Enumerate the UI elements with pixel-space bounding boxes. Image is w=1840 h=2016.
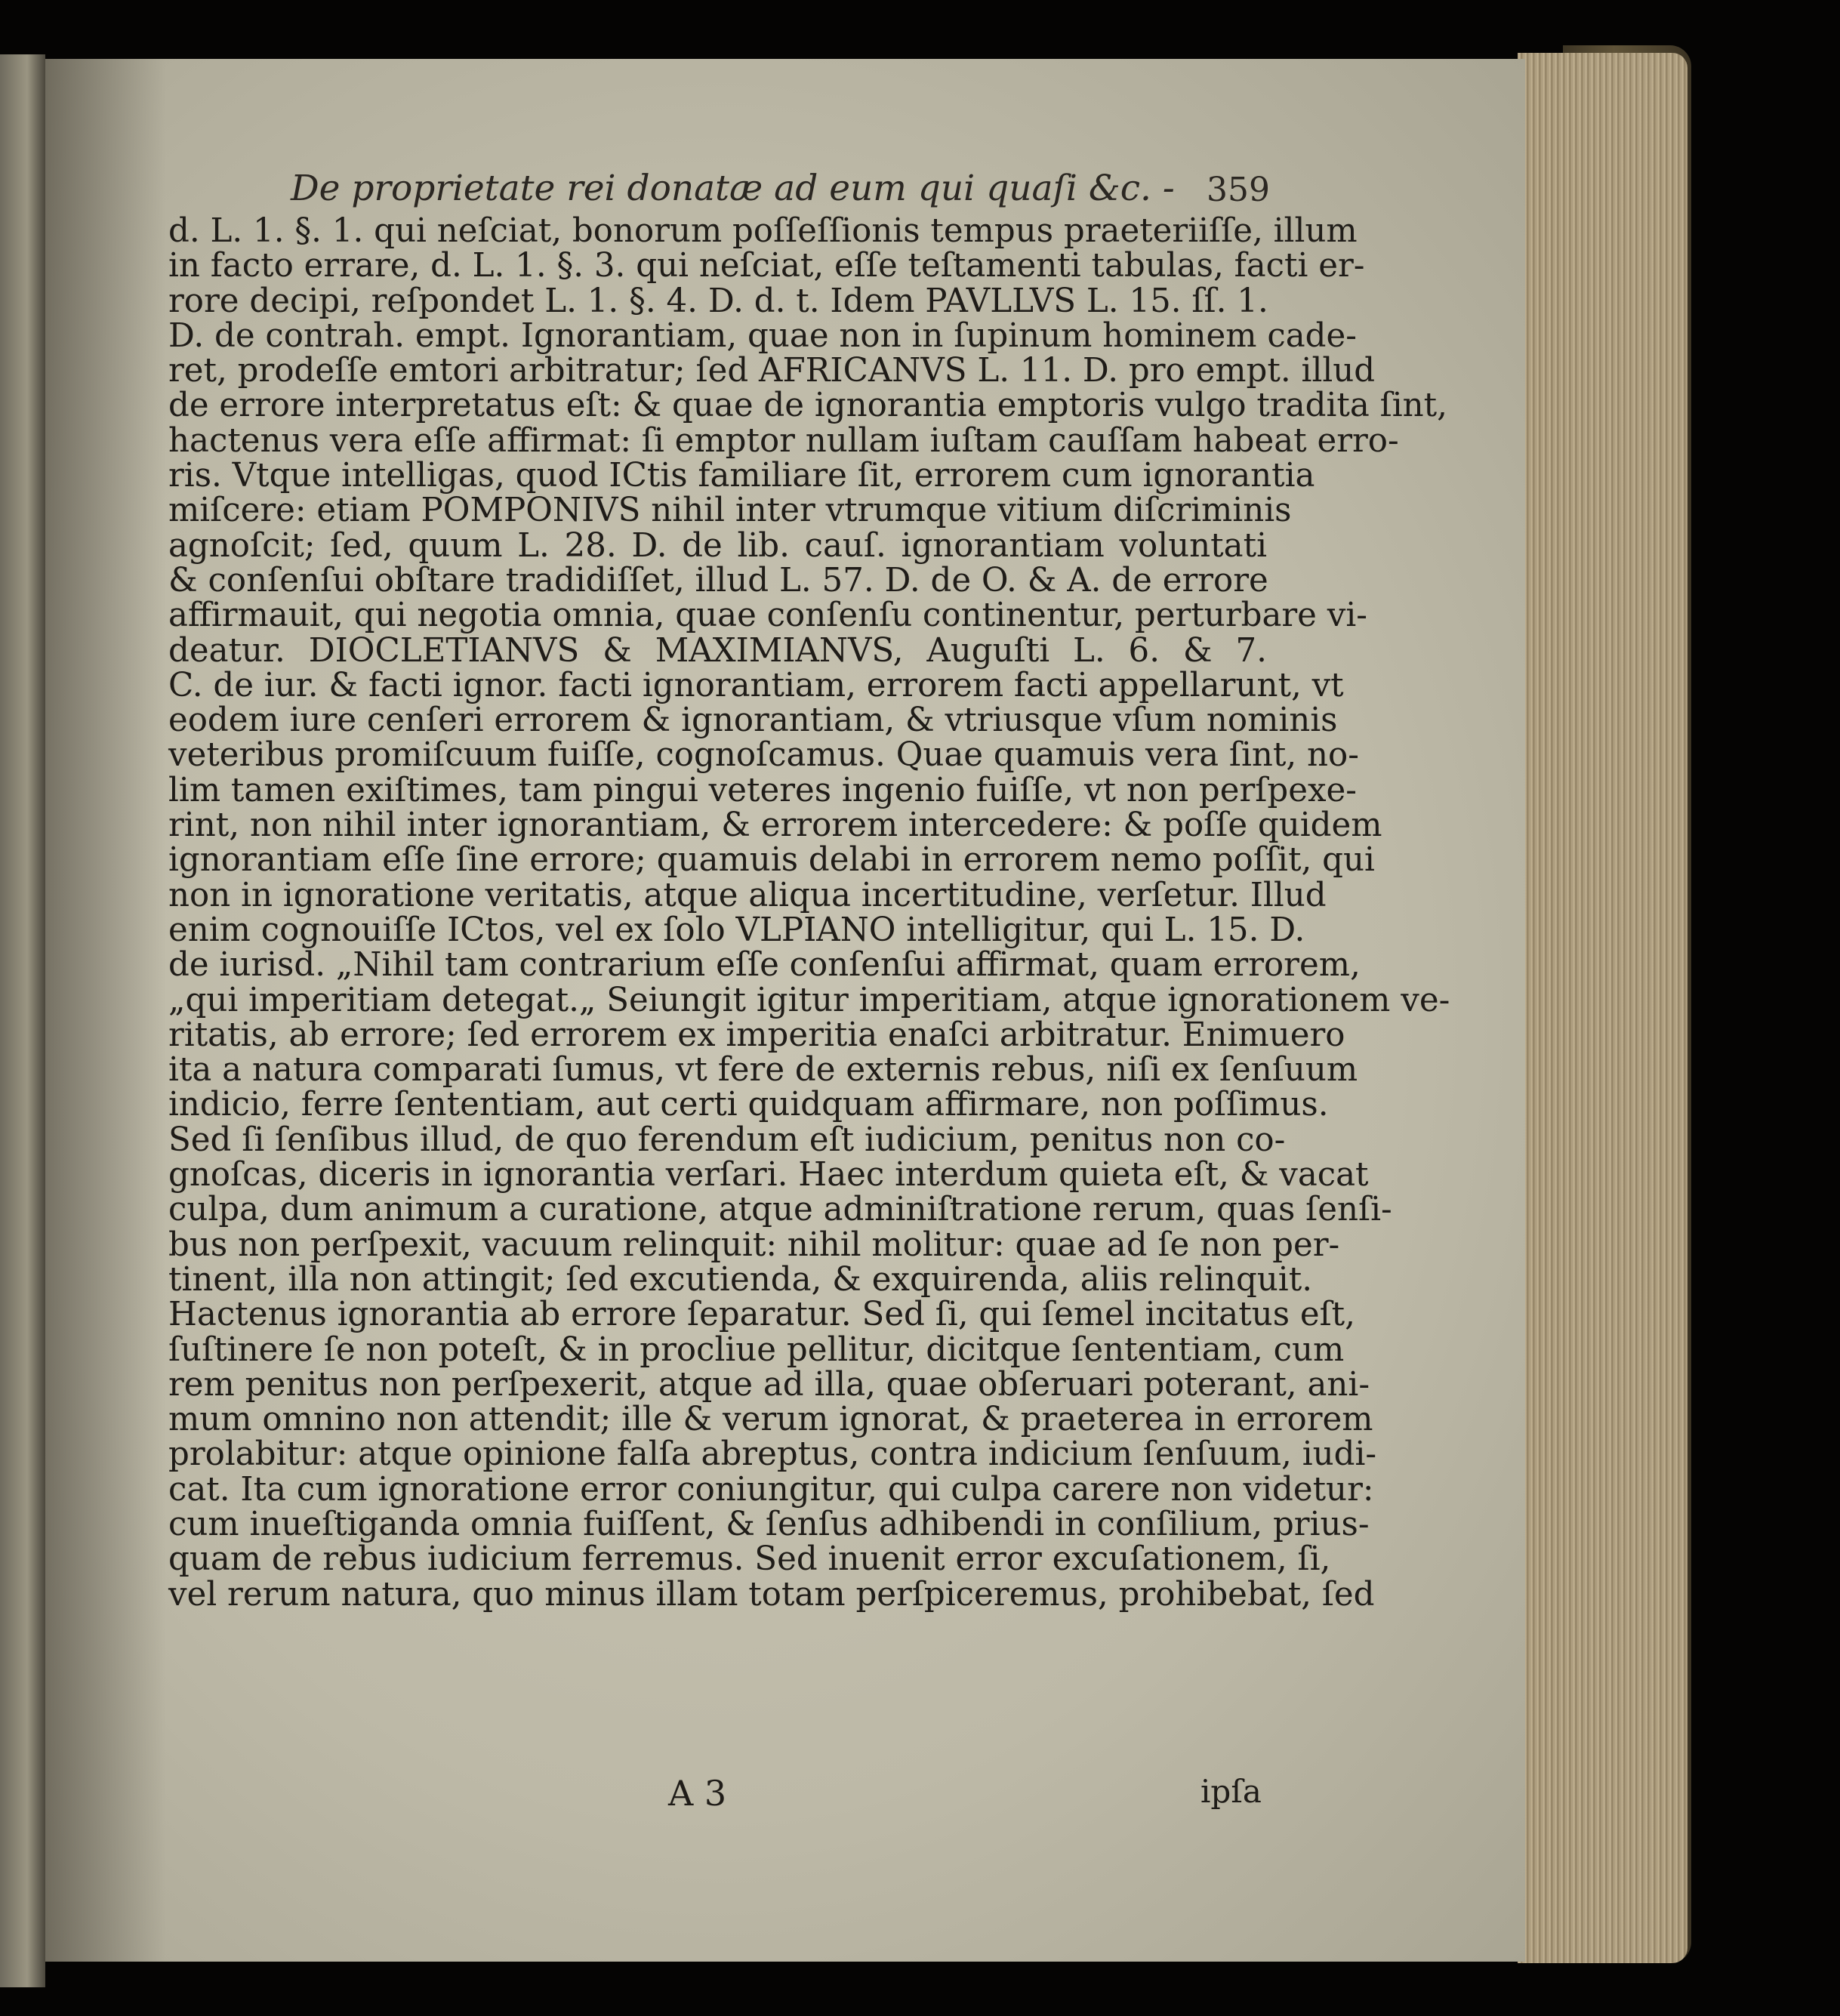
signature-mark: A 3 [668, 1773, 727, 1814]
text-line: enim cognouiſſe ICtos, vel ex ſolo VLPIANO intelligitur, qui L. 15. D. [168, 911, 1305, 949]
text-line: agnoſcit; ſed, quum L. 28. D. de lib. cauſ. ignorantiam voluntati [168, 526, 1267, 565]
gutter-shadow [45, 59, 166, 1962]
text-line: mum omnino non attendit; ille & verum ignorat, & praeterea in errorem [168, 1401, 1373, 1439]
text-line: ita a natura comparati ſumus, vt fere de externis rebus, niſi ex ſenſuum [168, 1051, 1358, 1090]
text-line: hactenus vera eſſe affirmat: ſi emptor nullam iuſtam cauſſam habeat erro- [168, 421, 1399, 460]
text-line: prolabitur: atque opinione falſa abreptus, contra indicium ſenſuum, iudi- [168, 1435, 1377, 1474]
text-line: eodem iure cenſeri errorem & ignorantiam, & vtriusque vſum nominis [168, 701, 1338, 740]
text-line: affirmauit, qui negotia omnia, quae conſenſu continentur, perturbare vi- [168, 596, 1367, 635]
text-line: indicio, ferre ſententiam, aut certi quidquam affirmare, non poſſimus. [168, 1086, 1329, 1124]
text-line: rore decipi, reſpondet L. 1. §. 4. D. d. t. Idem PAVLLVS L. 15. ſſ. 1. [168, 282, 1268, 320]
text-line: bus non perſpexit, vacuum relinquit: nihil molitur: quae ad ſe non per- [168, 1225, 1340, 1264]
running-head: De proprietate rei donatæ ad eum qui quaſi &c. - [291, 168, 1175, 209]
text-line: culpa, dum animum a curatione, atque adminiſtratione rerum, quas ſenſi- [168, 1191, 1392, 1229]
text-line: ris. Vtque intelligas, quod ICtis familiare ſit, errorem cum ignorantia [168, 457, 1315, 495]
text-line: deatur. DIOCLETIANVS & MAXIMIANVS, Auguſti L. 6. & 7. [168, 631, 1267, 670]
text-line: veteribus promiſcuum fuiſſe, cognoſcamus. Quae quamuis vera ſint, no- [168, 736, 1359, 775]
page-edges [1518, 53, 1687, 1963]
text-line: tinent, illa non attingit; ſed excutienda, & exquirenda, aliis relinquit. [168, 1260, 1313, 1299]
text-line: rem penitus non perſpexerit, atque ad illa, quae obſeruari poterant, ani- [168, 1365, 1370, 1404]
text-line: de iurisd. „Nihil tam contrarium eſſe conſenſui affirmat, quam errorem, [168, 946, 1361, 985]
text-line: & conſenſui obſtare tradidiſſet, illud L. 57. D. de O. & A. de errore [168, 561, 1268, 600]
text-line: d. L. 1. §. 1. qui neſciat, bonorum poſſeſſionis tempus praeteriiſſe, illum [168, 212, 1358, 250]
text-line: ignorantiam eſſe ſine errore; quamuis delabi in errorem nemo poſſit, qui [168, 841, 1375, 880]
page-number: 359 [1207, 171, 1270, 209]
left-page-edge [0, 54, 45, 1987]
text-line: non in ignoratione veritatis, atque aliqua incertitudine, verſetur. Illud [168, 876, 1327, 914]
text-line: cat. Ita cum ignoratione error coniungitur, qui culpa carere non videtur: [168, 1470, 1374, 1509]
text-line: „qui imperitiam detegat.„ Seiungit igitur imperitiam, atque ignorationem ve- [168, 981, 1450, 1019]
text-line: de errore interpretatus eſt: & quae de ignorantia emptoris vulgo tradita ſint, [168, 387, 1447, 425]
text-line: rint, non nihil inter ignorantiam, & errorem intercedere: & poſſe quidem [168, 806, 1382, 845]
text-line: lim tamen exiſtimes, tam pingui veteres ingenio fuiſſe, vt non perſpexe- [168, 771, 1357, 809]
text-line: Sed ſi ſenſibus illud, de quo ferendum eſt iudicium, penitus non co- [168, 1121, 1286, 1159]
text-line: quam de rebus iudicium ferremus. Sed inuenit error excuſationem, ſi, [168, 1540, 1331, 1579]
text-line: C. de iur. & facti ignor. facti ignorantiam, errorem facti appellarunt, vt [168, 666, 1344, 704]
text-line: gnoſcas, diceris in ignorantia verſari. Haec interdum quieta eſt, & vacat [168, 1156, 1369, 1194]
text-line: ritatis, ab errore; ſed errorem ex imperitia enaſci arbitratur. Enimuero [168, 1016, 1345, 1054]
text-line: miſcere: etiam POMPONIVS nihil inter vtrumque vitium diſcriminis [168, 492, 1292, 530]
text-line: D. de contrah. empt. Ignorantiam, quae non in ſupinum hominem cade- [168, 316, 1357, 355]
catchword: ipſa [1200, 1773, 1262, 1810]
text-line: cum inueſtiganda omnia fuiſſent, & ſenſus adhibendi in conſilium, prius- [168, 1505, 1370, 1543]
text-line: ret, prodeſſe emtori arbitratur; ſed AFRICANVS L. 11. D. pro empt. illud [168, 352, 1376, 390]
text-line: in facto errare, d. L. 1. §. 3. qui neſciat, eſſe teſtamenti tabulas, facti er- [168, 247, 1365, 285]
text-line: Hactenus ignorantia ab errore ſeparatur. Sed ſi, qui ſemel incitatus eſt, [168, 1296, 1355, 1334]
body-text [168, 212, 1450, 1614]
text-line: ſuſtinere ſe non poteſt, & in procliue pellitur, dicitque ſententiam, cum [168, 1330, 1345, 1369]
text-line: vel rerum natura, quo minus illam totam perſpiceremus, prohibebat, ſed [168, 1575, 1375, 1614]
